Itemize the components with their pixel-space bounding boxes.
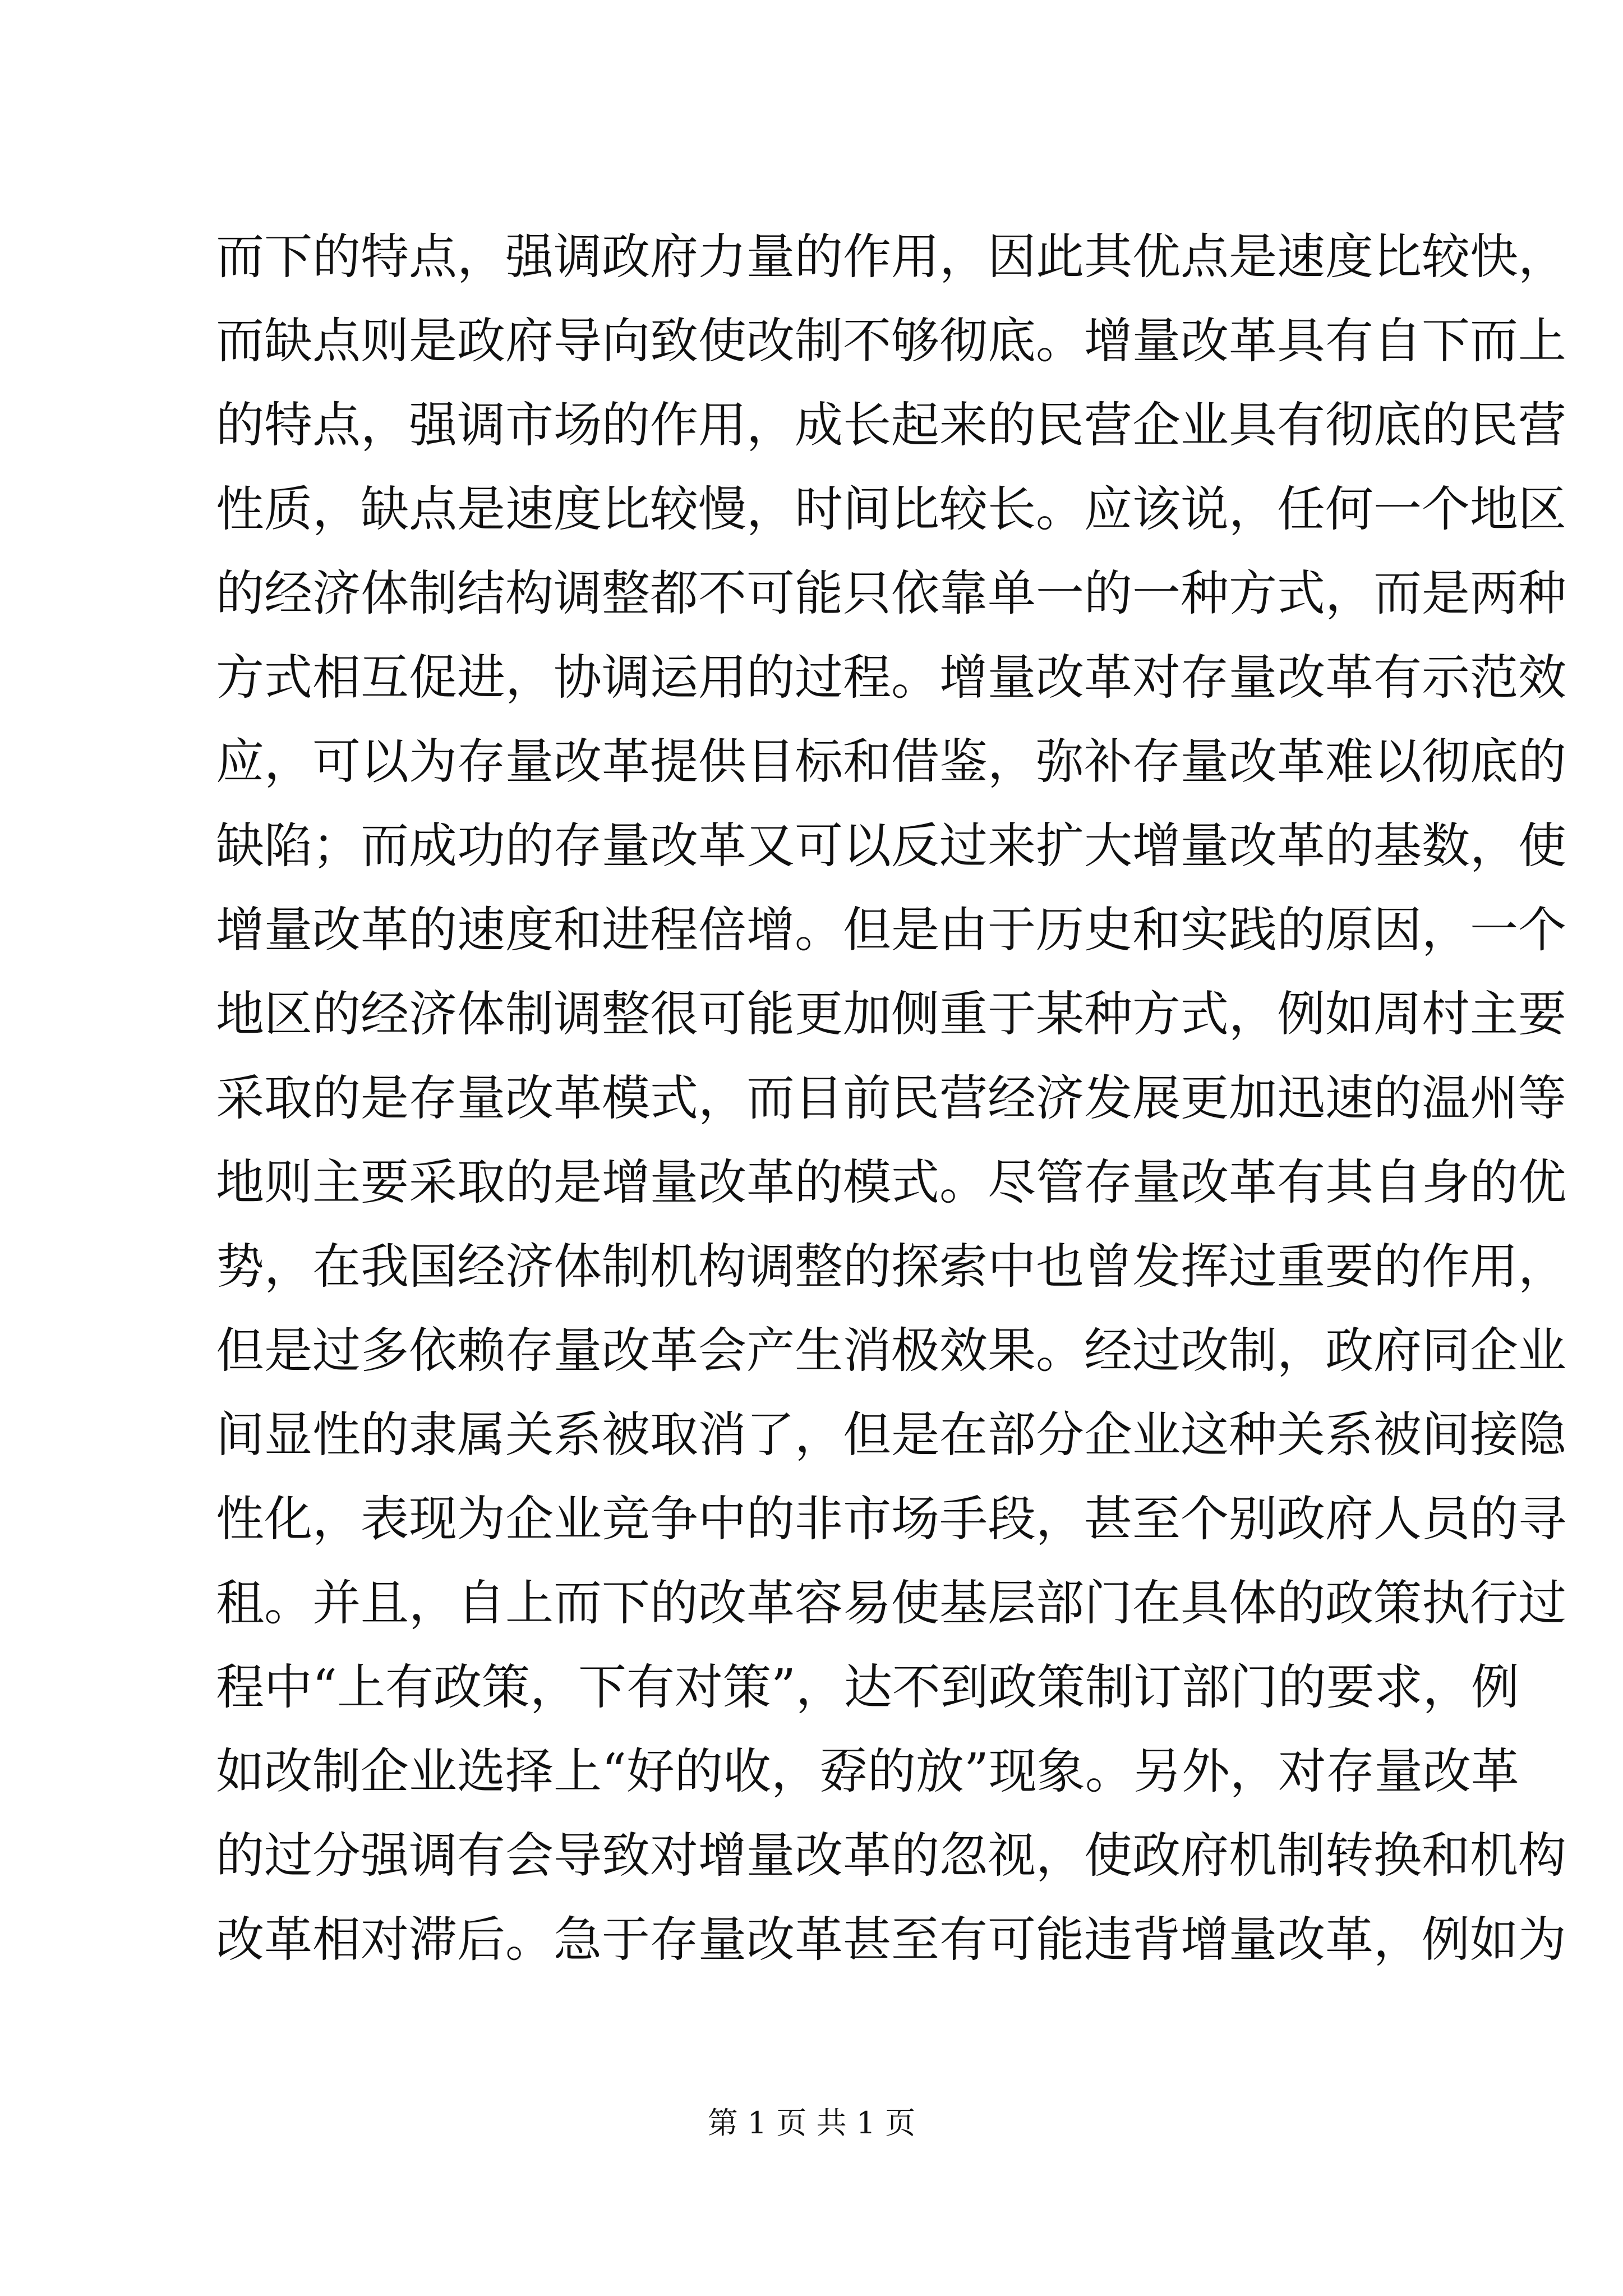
text-line-4: 性质，缺点是速度比较慢，时间比较长。应该说，任何一个地区 [216, 481, 1566, 537]
text-line-17: 租。并且，自上而下的改革容易使基层部门在具体的政策执行过 [216, 1575, 1566, 1631]
text-line-7: 应，可以为存量改革提供目标和借鉴，弥补存量改革难以彻底的 [216, 734, 1566, 790]
text-line-9: 增量改革的速度和进程倍增。但是由于历史和实践的原因，一个 [216, 902, 1566, 958]
page-footer [0, 2104, 1623, 2143]
text-line-8: 缺陷；而成功的存量改革又可以反过来扩大增量改革的基数，使 [216, 818, 1566, 874]
text-line-11: 采取的是存量改革模式，而目前民营经济发展更加迅速的温州等 [216, 1070, 1566, 1126]
text-line-14: 但是过多依赖存量改革会产生消极效果。经过改制，政府同企业 [216, 1323, 1566, 1379]
text-line-5: 的经济体制结构调整都不可能只依靠单一的一种方式，而是两种 [216, 565, 1566, 622]
text-line-21: 改革相对滞后。急于存量改革甚至有可能违背增量改革，例如为 [216, 1912, 1566, 1968]
text-line-15: 间显性的隶属关系被取消了，但是在部分企业这种关系被间接隐 [216, 1407, 1566, 1463]
page-number-label: 第 1 页 共 1 页 [707, 2105, 916, 2141]
text-line-16: 性化，表现为企业竞争中的非市场手段，甚至个别政府人员的寻 [216, 1491, 1566, 1547]
text-line-2: 而缺点则是政府导向致使改制不够彻底。增量改革具有自下而上 [216, 313, 1566, 369]
text-line-19: 如改制企业选择上“好的收，孬的放”现象。另外，对存量改革 [216, 1743, 1519, 1800]
text-line-13: 势，在我国经济体制机构调整的探索中也曾发挥过重要的作用， [216, 1239, 1566, 1295]
text-line-6: 方式相互促进，协调运用的过程。增量改革对存量改革有示范效 [216, 650, 1566, 706]
text-line-1: 而下的特点，强调政府力量的作用，因此其优点是速度比较快， [216, 229, 1566, 285]
text-line-18: 程中“上有政策，下有对策”，达不到政策制订部门的要求，例 [216, 1659, 1519, 1715]
body-text [216, 215, 1566, 1982]
text-line-10: 地区的经济体制调整很可能更加侧重于某种方式，例如周村主要 [216, 986, 1566, 1042]
text-line-3: 的特点，强调市场的作用，成长起来的民营企业具有彻底的民营 [216, 397, 1566, 453]
text-line-20: 的过分强调有会导致对增量改革的忽视，使政府机制转换和机构 [216, 1828, 1566, 1884]
text-line-12: 地则主要采取的是增量改革的模式。尽管存量改革有其自身的优 [216, 1154, 1566, 1211]
